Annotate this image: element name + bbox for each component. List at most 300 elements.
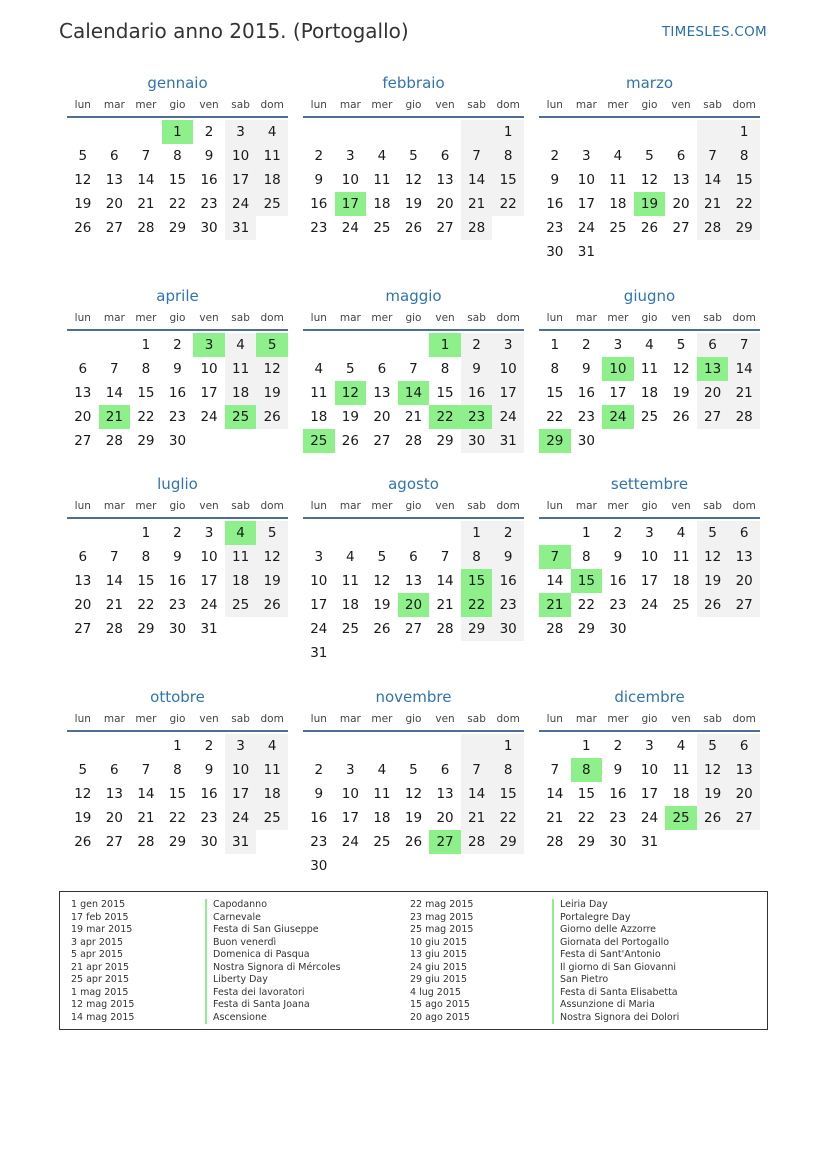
day-cell: 21 <box>461 192 493 216</box>
legend-holiday-name: Giorno delle Azzorre <box>560 924 656 935</box>
day-cell: 11 <box>609 172 627 188</box>
day-cell: 17 <box>225 782 257 806</box>
day-cell: 15 <box>492 782 524 806</box>
day-cell: 14 <box>461 782 493 806</box>
month-title: settembre <box>610 475 689 493</box>
weekday-label: dom <box>732 99 756 111</box>
month-divider <box>303 730 524 732</box>
weekday-header <box>539 711 760 727</box>
weekday-label: sab <box>231 713 250 725</box>
day-cell: 1 <box>461 521 493 545</box>
weekday-label: lun <box>74 99 91 111</box>
empty-day-cell <box>429 521 461 545</box>
day-cell: 6 <box>440 148 450 164</box>
week-row <box>303 381 524 405</box>
day-cell: 27 <box>404 621 423 637</box>
day-cell: 24 <box>200 409 218 425</box>
day-cell: 1 <box>550 337 560 353</box>
week-row <box>303 617 524 641</box>
week-row <box>539 192 760 216</box>
empty-day-cell <box>602 120 634 144</box>
empty-day-cell <box>728 240 760 264</box>
weekday-label: ven <box>199 99 219 111</box>
empty-day-cell <box>461 641 493 665</box>
empty-day-cell <box>225 617 257 641</box>
holiday-day-cell: 1 <box>429 333 461 357</box>
weekday-label: mer <box>607 500 629 512</box>
month-divider <box>67 329 288 331</box>
week-row <box>67 545 288 569</box>
week-row <box>67 593 288 617</box>
day-cell: 28 <box>137 220 155 236</box>
day-cell: 11 <box>256 144 288 168</box>
day-cell: 3 <box>204 525 214 541</box>
day-cell: 10 <box>640 549 659 565</box>
day-cell: 20 <box>74 409 92 425</box>
day-cell: 19 <box>256 381 288 405</box>
day-cell: 28 <box>728 405 760 429</box>
weekday-label: gio <box>169 99 186 111</box>
day-cell: 13 <box>436 786 454 802</box>
week-row <box>539 830 760 854</box>
day-cell: 14 <box>137 172 155 188</box>
day-cell: 17 <box>492 381 524 405</box>
day-cell: 16 <box>310 196 328 212</box>
holiday-day-cell: 13 <box>697 357 729 381</box>
month-divider <box>539 517 760 519</box>
day-cell: 4 <box>256 734 288 758</box>
week-row <box>303 168 524 192</box>
day-cell: 18 <box>256 782 288 806</box>
day-cell: 28 <box>697 216 729 240</box>
week-row <box>303 545 524 569</box>
month-divider <box>303 517 524 519</box>
week-row <box>539 782 760 806</box>
legend-date: 25 mag 2015 <box>410 924 474 935</box>
empty-day-cell <box>429 734 461 758</box>
empty-day-cell <box>335 854 367 878</box>
week-row <box>67 617 288 641</box>
day-cell: 11 <box>225 545 257 569</box>
day-cell: 27 <box>74 621 92 637</box>
day-cell: 12 <box>74 172 92 188</box>
day-cell: 11 <box>256 758 288 782</box>
month-title: agosto <box>388 475 439 493</box>
week-row <box>303 216 524 240</box>
brand-link[interactable]: TIMESLES.COM <box>661 24 767 40</box>
day-cell: 14 <box>697 168 729 192</box>
legend-date: 19 mar 2015 <box>71 924 133 935</box>
empty-day-cell <box>225 429 257 453</box>
day-cell: 6 <box>409 549 418 565</box>
day-cell: 29 <box>436 433 454 449</box>
day-cell: 15 <box>168 172 187 188</box>
day-cell: 8 <box>440 361 450 377</box>
day-cell: 15 <box>728 168 760 192</box>
day-cell: 18 <box>373 196 391 212</box>
day-cell: 7 <box>461 758 493 782</box>
day-cell: 30 <box>200 834 218 850</box>
legend-holiday-name: Carnevale <box>213 911 261 923</box>
day-cell: 22 <box>728 192 760 216</box>
legend-date: 12 mag 2015 <box>71 999 135 1010</box>
day-cell: 29 <box>577 621 595 637</box>
day-cell: 7 <box>110 549 119 565</box>
weekday-label: sab <box>231 99 250 111</box>
day-cell: 9 <box>461 357 493 381</box>
empty-day-cell <box>398 734 430 758</box>
day-cell: 8 <box>173 762 182 778</box>
day-cell: 20 <box>436 196 454 212</box>
empty-day-cell <box>99 521 131 545</box>
month-febbraio <box>303 73 524 240</box>
weekday-label: mer <box>135 500 157 512</box>
day-cell: 23 <box>200 810 218 826</box>
week-row <box>539 734 760 758</box>
day-cell: 10 <box>492 357 524 381</box>
day-cell: 2 <box>582 337 591 353</box>
day-cell: 17 <box>577 196 595 212</box>
legend-date: 1 gen 2015 <box>71 899 126 910</box>
weekday-label: gio <box>405 99 422 111</box>
empty-day-cell <box>539 521 571 545</box>
empty-day-cell <box>67 120 99 144</box>
weekday-label: dom <box>496 713 520 725</box>
day-cell: 16 <box>200 786 218 802</box>
day-cell: 15 <box>492 168 524 192</box>
weekday-label: sab <box>467 312 486 324</box>
day-cell: 25 <box>373 834 391 850</box>
day-cell: 18 <box>341 597 359 613</box>
weekday-label: ven <box>199 500 219 512</box>
day-cell: 29 <box>577 834 595 850</box>
month-title: febbraio <box>382 74 445 92</box>
day-cell: 12 <box>74 786 92 802</box>
day-cell: 17 <box>310 597 328 613</box>
empty-day-cell <box>539 734 571 758</box>
legend-holiday-name: Assunzione di Maria <box>560 999 655 1010</box>
empty-day-cell <box>335 120 367 144</box>
empty-day-cell <box>492 216 524 240</box>
day-cell: 14 <box>137 786 155 802</box>
day-cell: 26 <box>74 220 92 236</box>
day-cell: 29 <box>461 617 493 641</box>
empty-day-cell <box>398 521 430 545</box>
week-row <box>539 758 760 782</box>
day-cell: 12 <box>404 172 423 188</box>
day-cell: 5 <box>676 337 686 353</box>
weekday-label: lun <box>546 713 563 725</box>
day-cell: 23 <box>310 834 328 850</box>
day-cell: 16 <box>168 385 187 401</box>
day-cell: 27 <box>436 220 454 236</box>
empty-day-cell <box>429 641 461 665</box>
legend-date: 29 giu 2015 <box>410 974 467 985</box>
weekday-label: dom <box>496 312 520 324</box>
month-maggio <box>303 286 524 453</box>
empty-day-cell <box>429 854 461 878</box>
day-cell: 6 <box>440 762 450 778</box>
week-row <box>303 758 524 782</box>
weekday-label: gio <box>641 99 658 111</box>
empty-day-cell <box>256 216 288 240</box>
day-cell: 13 <box>105 786 123 802</box>
holiday-day-cell: 15 <box>571 569 603 593</box>
day-cell: 5 <box>78 148 88 164</box>
empty-day-cell <box>697 617 729 641</box>
empty-day-cell <box>539 120 571 144</box>
day-cell: 10 <box>577 172 595 188</box>
day-cell: 31 <box>640 834 659 850</box>
weekday-label: ven <box>435 500 455 512</box>
weekday-header <box>67 711 288 727</box>
week-row <box>539 120 760 144</box>
day-cell: 30 <box>310 858 328 874</box>
empty-day-cell <box>697 240 729 264</box>
weekday-label: sab <box>703 99 722 111</box>
holiday-day-cell: 4 <box>225 521 257 545</box>
week-row <box>303 144 524 168</box>
day-cell: 10 <box>310 573 328 589</box>
empty-day-cell <box>130 120 162 144</box>
day-cell: 2 <box>204 738 214 754</box>
empty-day-cell <box>303 521 335 545</box>
holiday-legend <box>59 891 768 1030</box>
day-cell: 12 <box>373 573 391 589</box>
empty-day-cell <box>335 521 367 545</box>
holiday-day-cell: 21 <box>99 405 131 429</box>
empty-day-cell <box>697 830 729 854</box>
weekday-label: mar <box>575 500 597 512</box>
weekday-label: dom <box>496 99 520 111</box>
day-cell: 10 <box>200 361 218 377</box>
day-cell: 25 <box>609 220 627 236</box>
week-row <box>539 168 760 192</box>
empty-day-cell <box>492 641 524 665</box>
day-cell: 16 <box>200 172 218 188</box>
day-cell: 6 <box>697 333 729 357</box>
legend-holiday-name: Festa di San Giuseppe <box>213 924 319 935</box>
month-title: gennaio <box>147 74 208 92</box>
empty-day-cell <box>461 734 493 758</box>
day-cell: 2 <box>314 148 324 164</box>
day-cell: 21 <box>137 810 155 826</box>
weekday-label: lun <box>74 500 91 512</box>
holiday-day-cell: 10 <box>602 357 634 381</box>
day-cell: 13 <box>672 172 690 188</box>
day-cell: 16 <box>577 385 595 401</box>
day-cell: 23 <box>609 597 627 613</box>
week-row <box>303 357 524 381</box>
week-row <box>67 192 288 216</box>
week-row <box>303 405 524 429</box>
day-cell: 3 <box>492 333 524 357</box>
day-cell: 22 <box>168 196 187 212</box>
day-cell: 11 <box>341 573 359 589</box>
day-cell: 21 <box>404 409 423 425</box>
day-cell: 8 <box>492 144 524 168</box>
month-divider <box>303 116 524 118</box>
week-row <box>67 216 288 240</box>
day-cell: 24 <box>341 220 359 236</box>
weekday-label: ven <box>199 312 219 324</box>
day-cell: 26 <box>256 593 288 617</box>
day-cell: 20 <box>728 569 760 593</box>
legend-holiday-name: Festa di Santa Elisabetta <box>560 986 678 998</box>
day-cell: 24 <box>577 220 595 236</box>
weekday-label: lun <box>310 312 327 324</box>
day-cell: 24 <box>640 597 659 613</box>
day-cell: 26 <box>341 433 359 449</box>
legend-date: 13 giu 2015 <box>410 949 467 960</box>
day-cell: 30 <box>492 617 524 641</box>
empty-day-cell <box>335 333 367 357</box>
empty-day-cell <box>492 854 524 878</box>
day-cell: 13 <box>728 758 760 782</box>
day-cell: 21 <box>728 381 760 405</box>
legend-date: 10 giu 2015 <box>410 936 467 948</box>
day-cell: 9 <box>204 148 214 164</box>
day-cell: 24 <box>492 405 524 429</box>
legend-date: 1 mag 2015 <box>71 986 129 998</box>
day-cell: 8 <box>141 549 151 565</box>
day-cell: 5 <box>256 521 288 545</box>
empty-day-cell <box>728 617 760 641</box>
day-cell: 9 <box>173 361 182 377</box>
day-cell: 2 <box>550 148 560 164</box>
day-cell: 18 <box>225 381 257 405</box>
holiday-day-cell: 15 <box>461 569 493 593</box>
day-cell: 16 <box>168 573 187 589</box>
week-row <box>539 521 760 545</box>
day-cell: 1 <box>141 337 151 353</box>
week-row <box>303 521 524 545</box>
weekday-label: mer <box>607 99 629 111</box>
holiday-day-cell: 19 <box>634 192 666 216</box>
day-cell: 11 <box>640 361 659 377</box>
day-cell: 19 <box>697 782 729 806</box>
month-settembre <box>539 474 760 641</box>
empty-day-cell <box>665 617 697 641</box>
day-cell: 7 <box>461 144 493 168</box>
legend-holiday-name: Portalegre Day <box>560 911 631 923</box>
day-cell: 30 <box>609 621 627 637</box>
day-cell: 6 <box>78 549 88 565</box>
legend-dates-left <box>71 899 134 1024</box>
week-row <box>67 381 288 405</box>
day-cell: 6 <box>110 148 119 164</box>
day-cell: 4 <box>645 337 654 353</box>
day-cell: 16 <box>609 786 627 802</box>
month-divider <box>539 730 760 732</box>
weekday-label: mar <box>103 99 125 111</box>
day-cell: 27 <box>728 593 760 617</box>
day-cell: 9 <box>492 545 524 569</box>
day-cell: 3 <box>582 148 591 164</box>
day-cell: 1 <box>492 734 524 758</box>
day-cell: 5 <box>377 549 387 565</box>
legend-holiday-name: Domenica di Pasqua <box>213 949 310 960</box>
day-cell: 21 <box>546 810 564 826</box>
weekday-label: lun <box>310 713 327 725</box>
day-cell: 16 <box>492 569 524 593</box>
day-cell: 19 <box>74 810 92 826</box>
weekday-label: gio <box>641 312 658 324</box>
weekday-label: ven <box>435 713 455 725</box>
day-cell: 24 <box>310 621 328 637</box>
day-cell: 12 <box>256 545 288 569</box>
legend-date: 14 mag 2015 <box>71 1011 135 1023</box>
empty-day-cell <box>256 429 288 453</box>
day-cell: 26 <box>256 405 288 429</box>
day-cell: 5 <box>645 148 654 164</box>
day-cell: 2 <box>173 525 182 541</box>
holiday-day-cell: 24 <box>602 405 634 429</box>
weekday-label: dom <box>260 500 284 512</box>
holiday-day-cell: 14 <box>398 381 430 405</box>
day-cell: 20 <box>105 810 123 826</box>
day-cell: 9 <box>314 172 324 188</box>
weekday-label: sab <box>703 500 722 512</box>
weekday-label: lun <box>310 99 327 111</box>
day-cell: 13 <box>74 573 92 589</box>
day-cell: 23 <box>168 597 187 613</box>
weekday-label: sab <box>231 500 250 512</box>
day-cell: 28 <box>546 621 564 637</box>
day-cell: 2 <box>173 337 182 353</box>
month-title: dicembre <box>614 688 685 706</box>
week-row <box>539 216 760 240</box>
legend-holiday-name: Ascensione <box>213 1011 267 1023</box>
day-cell: 28 <box>546 834 564 850</box>
day-cell: 20 <box>672 196 690 212</box>
weekday-label: ven <box>671 713 691 725</box>
weekday-label: mer <box>607 312 629 324</box>
legend-date: 4 lug 2015 <box>410 986 461 998</box>
weekday-label: mar <box>339 312 361 324</box>
day-cell: 16 <box>609 573 627 589</box>
page-title: Calendario anno 2015. (Portogallo) <box>59 19 409 43</box>
day-cell: 15 <box>137 385 155 401</box>
day-cell: 6 <box>110 762 119 778</box>
day-cell: 29 <box>728 216 760 240</box>
day-cell: 30 <box>546 244 564 260</box>
day-cell: 11 <box>310 385 328 401</box>
legend-date: 15 ago 2015 <box>410 999 470 1010</box>
day-cell: 12 <box>404 786 423 802</box>
week-row <box>67 569 288 593</box>
day-cell: 12 <box>672 361 690 377</box>
weekday-label: mer <box>135 312 157 324</box>
day-cell: 14 <box>105 385 123 401</box>
week-row <box>67 144 288 168</box>
legend-date: 3 apr 2015 <box>71 936 124 948</box>
empty-day-cell <box>398 120 430 144</box>
day-cell: 31 <box>577 244 595 260</box>
holiday-day-cell: 17 <box>335 192 367 216</box>
day-cell: 5 <box>409 762 418 778</box>
weekday-label: gio <box>405 713 422 725</box>
empty-day-cell <box>193 429 225 453</box>
month-divider <box>539 116 760 118</box>
empty-day-cell <box>366 854 398 878</box>
week-row <box>303 429 524 453</box>
day-cell: 8 <box>461 545 493 569</box>
legend-holiday-name: Leiria Day <box>560 899 608 910</box>
weekday-label: mar <box>103 500 125 512</box>
legend-date: 20 ago 2015 <box>410 1011 470 1023</box>
day-cell: 6 <box>676 148 686 164</box>
